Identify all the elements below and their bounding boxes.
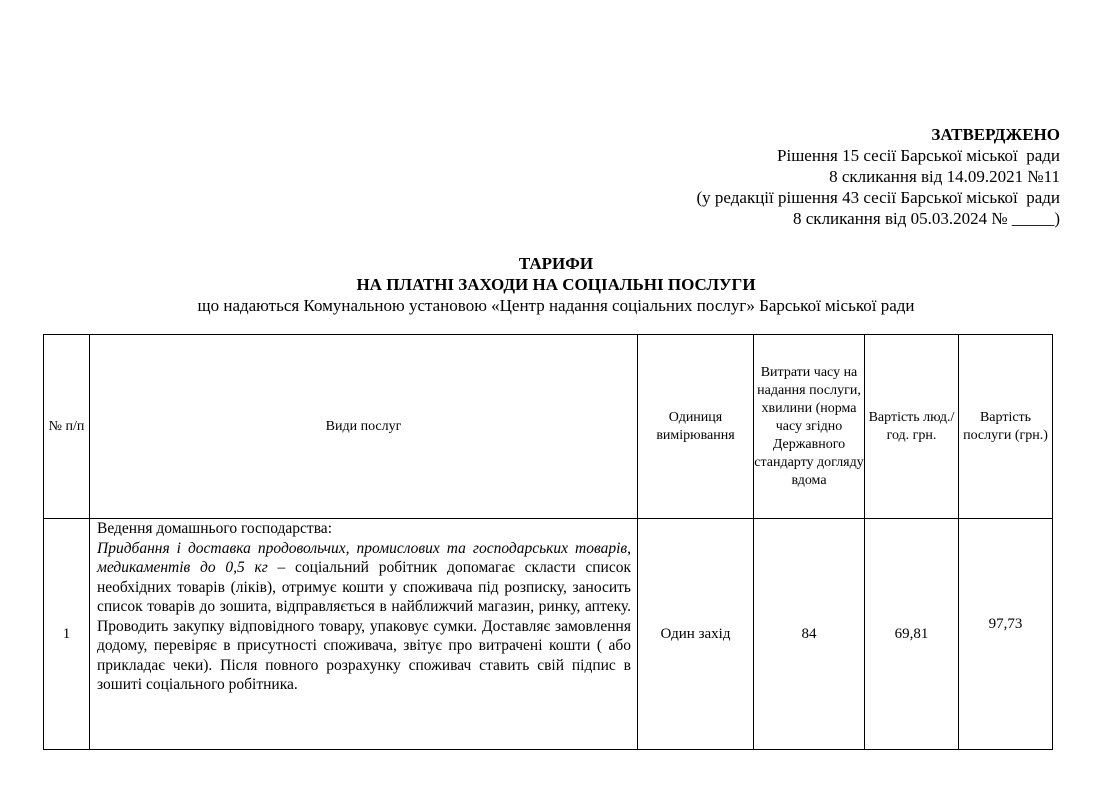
document-title [0, 253, 1112, 317]
approval-line: 8 скликання від 05.03.2024 № _____) [793, 209, 1060, 228]
approval-line: (у редакції рішення 43 сесії Барської міської ради [696, 188, 1060, 207]
title-subtitle: що надаються Комунальною установою «Центр надання соціальних послуг» Барської міської ради [197, 296, 915, 315]
title-line-1: ТАРИФИ [518, 254, 594, 273]
cell-time: 84 [754, 519, 865, 750]
approval-block [697, 124, 1060, 229]
title-line-2: НА ПЛАТНІ ЗАХОДИ НА СОЦІАЛЬНІ ПОСЛУГИ [356, 275, 756, 294]
approval-line: Рішення 15 сесії Барської міської ради [777, 146, 1060, 165]
service-italic: Придбання і доставка продовольчих, промислових та господарських товарів, медикаментів до 0,5 кг [97, 539, 631, 576]
tariffs-table [43, 334, 1053, 750]
cell-service [90, 519, 638, 750]
header-service: Види послуг [90, 335, 638, 519]
header-rate: Вартість люд./год. грн. [865, 335, 959, 519]
service-title: Ведення домашнього господарства: [97, 520, 332, 537]
header-unit: Одиниця вимірювання [638, 335, 754, 519]
cell-rate: 69,81 [865, 519, 959, 750]
service-text: – соціальний робітник допомагає скласти список необхідних товарів (ліків), отримує кошти у споживача під розписку, заносить список товарів до зошита, відправляється в найближчий магазин, ринку, аптеку. Проводить закупку відповідного товару, упаковує сумки. Доставляє замовлення додому, перевіряє в присутності споживача, звітує про витрачені кошти ( або прикладає чеки). Після повного розрахунку споживач ставить свій підпис в зошиті соціального робітника. [97, 559, 632, 693]
header-time: Витрати часу на надання послуги, хвилини (норма часу згідно Державного стандарту догляду вдома [754, 335, 865, 519]
cell-unit: Один захід [638, 519, 754, 750]
cell-cost: 97,73 [959, 519, 1053, 750]
header-number: № п/п [44, 335, 90, 519]
cell-number: 1 [44, 519, 90, 750]
table-row [44, 519, 1053, 750]
table-header-row [44, 335, 1053, 519]
approval-line: 8 скликання від 14.09.2021 №11 [829, 167, 1060, 186]
header-cost: Вартість послуги (грн.) [959, 335, 1053, 519]
approval-heading: ЗАТВЕРДЖЕНО [931, 125, 1060, 144]
